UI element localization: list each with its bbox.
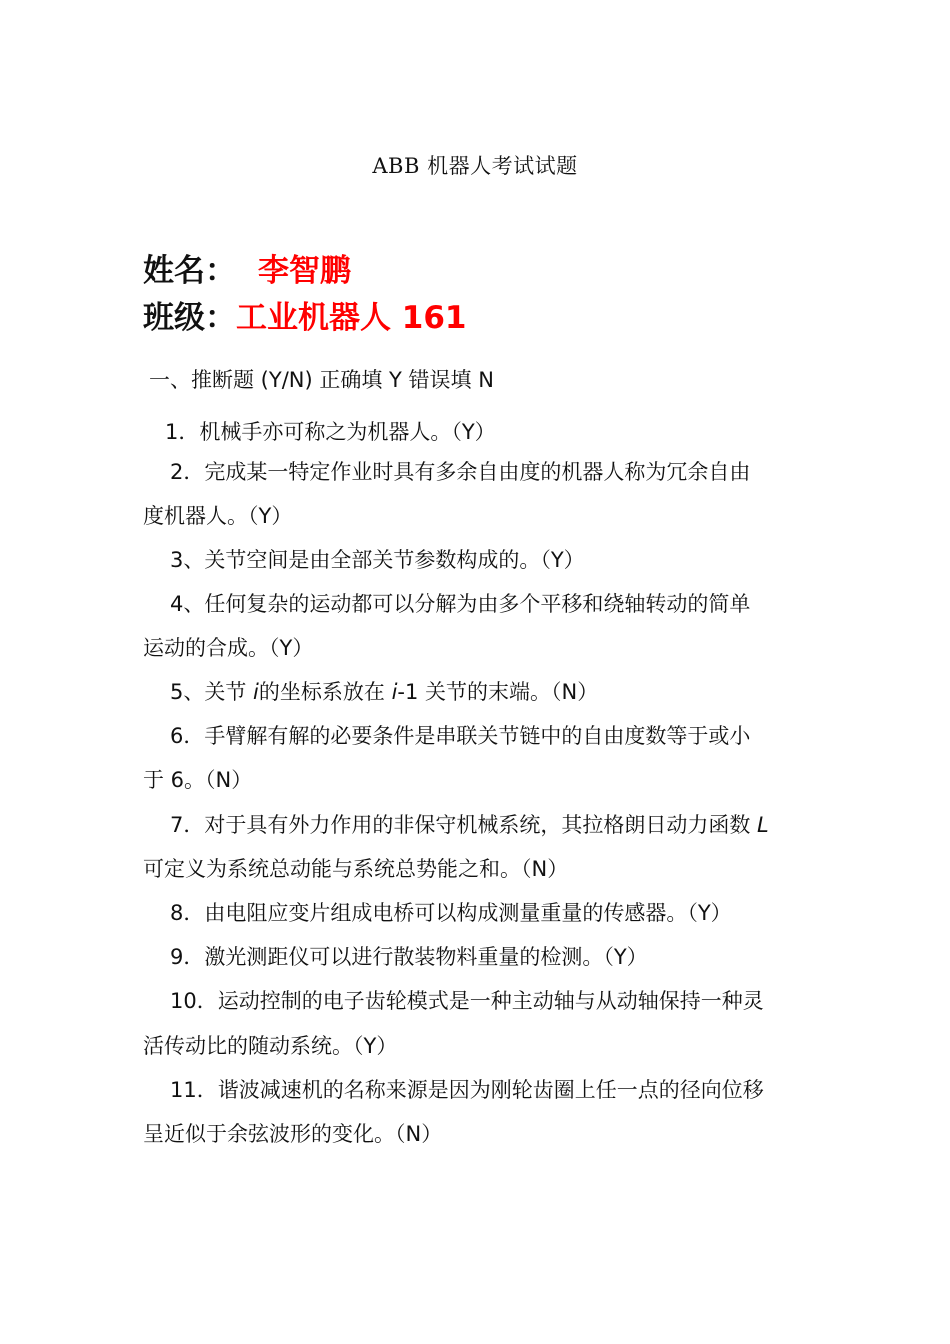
question-8: 8．由电阻应变片组成电桥可以构成测量重量的传感器。（Y）: [170, 901, 732, 925]
question-4-continued: 运动的合成。（Y）: [143, 636, 314, 660]
question-7-continued: 可定义为系统总动能与系统总势能之和。（N）: [143, 857, 569, 881]
question-5: [170, 677, 598, 707]
student-name-line: [143, 245, 351, 290]
student-class-line: [143, 292, 467, 337]
question-5-var-i2: i: [391, 680, 398, 704]
question-5-part-b: 的坐标系放在: [258, 680, 392, 704]
class-label: 班级：: [143, 300, 236, 336]
question-4: 4、任何复杂的运动都可以分解为由多个平移和绕轴转动的简单: [170, 592, 751, 616]
question-7: [170, 810, 769, 840]
question-6-continued: 于 6。（N）: [143, 768, 253, 792]
section-heading: 一、推断题 (Y/N) 正确填 Y 错误填 N: [149, 368, 494, 392]
question-11: 11．谐波减速机的名称来源是因为刚轮齿圈上任一点的径向位移: [170, 1078, 764, 1102]
question-6: 6．手臂解有解的必要条件是串联关节链中的自由度数等于或小: [170, 724, 751, 748]
question-7-var-l: L: [757, 813, 769, 837]
question-5-part-a: 5、关节: [170, 680, 254, 704]
question-3: 3、关节空间是由全部关节参数构成的。（Y）: [170, 548, 585, 572]
document-title: ABB 机器人考试试题: [372, 154, 578, 178]
question-5-part-c: -1 关节的末端。（N）: [397, 680, 599, 704]
question-7-text: 7．对于具有外力作用的非保守机械系统，其拉格朗日动力函数: [170, 813, 758, 837]
name-value: 李智鹏: [258, 253, 351, 289]
question-5-var-i: i: [253, 680, 259, 704]
question-2-continued: 度机器人。（Y）: [143, 504, 293, 528]
question-9: 9．激光测距仪可以进行散装物料重量的检测。（Y）: [170, 945, 648, 969]
name-label: 姓名：: [143, 253, 236, 289]
question-1: 1．机械手亦可称之为机器人。（Y）: [165, 420, 496, 444]
class-value: 工业机器人 161: [236, 300, 467, 336]
question-10-continued: 活传动比的随动系统。（Y）: [143, 1034, 398, 1058]
question-11-continued: 呈近似于余弦波形的变化。（N）: [143, 1122, 443, 1146]
question-2: 2．完成某一特定作业时具有多余自由度的机器人称为冗余自由: [170, 460, 751, 484]
question-10: 10．运动控制的电子齿轮模式是一种主动轴与从动轴保持一种灵: [170, 989, 764, 1013]
